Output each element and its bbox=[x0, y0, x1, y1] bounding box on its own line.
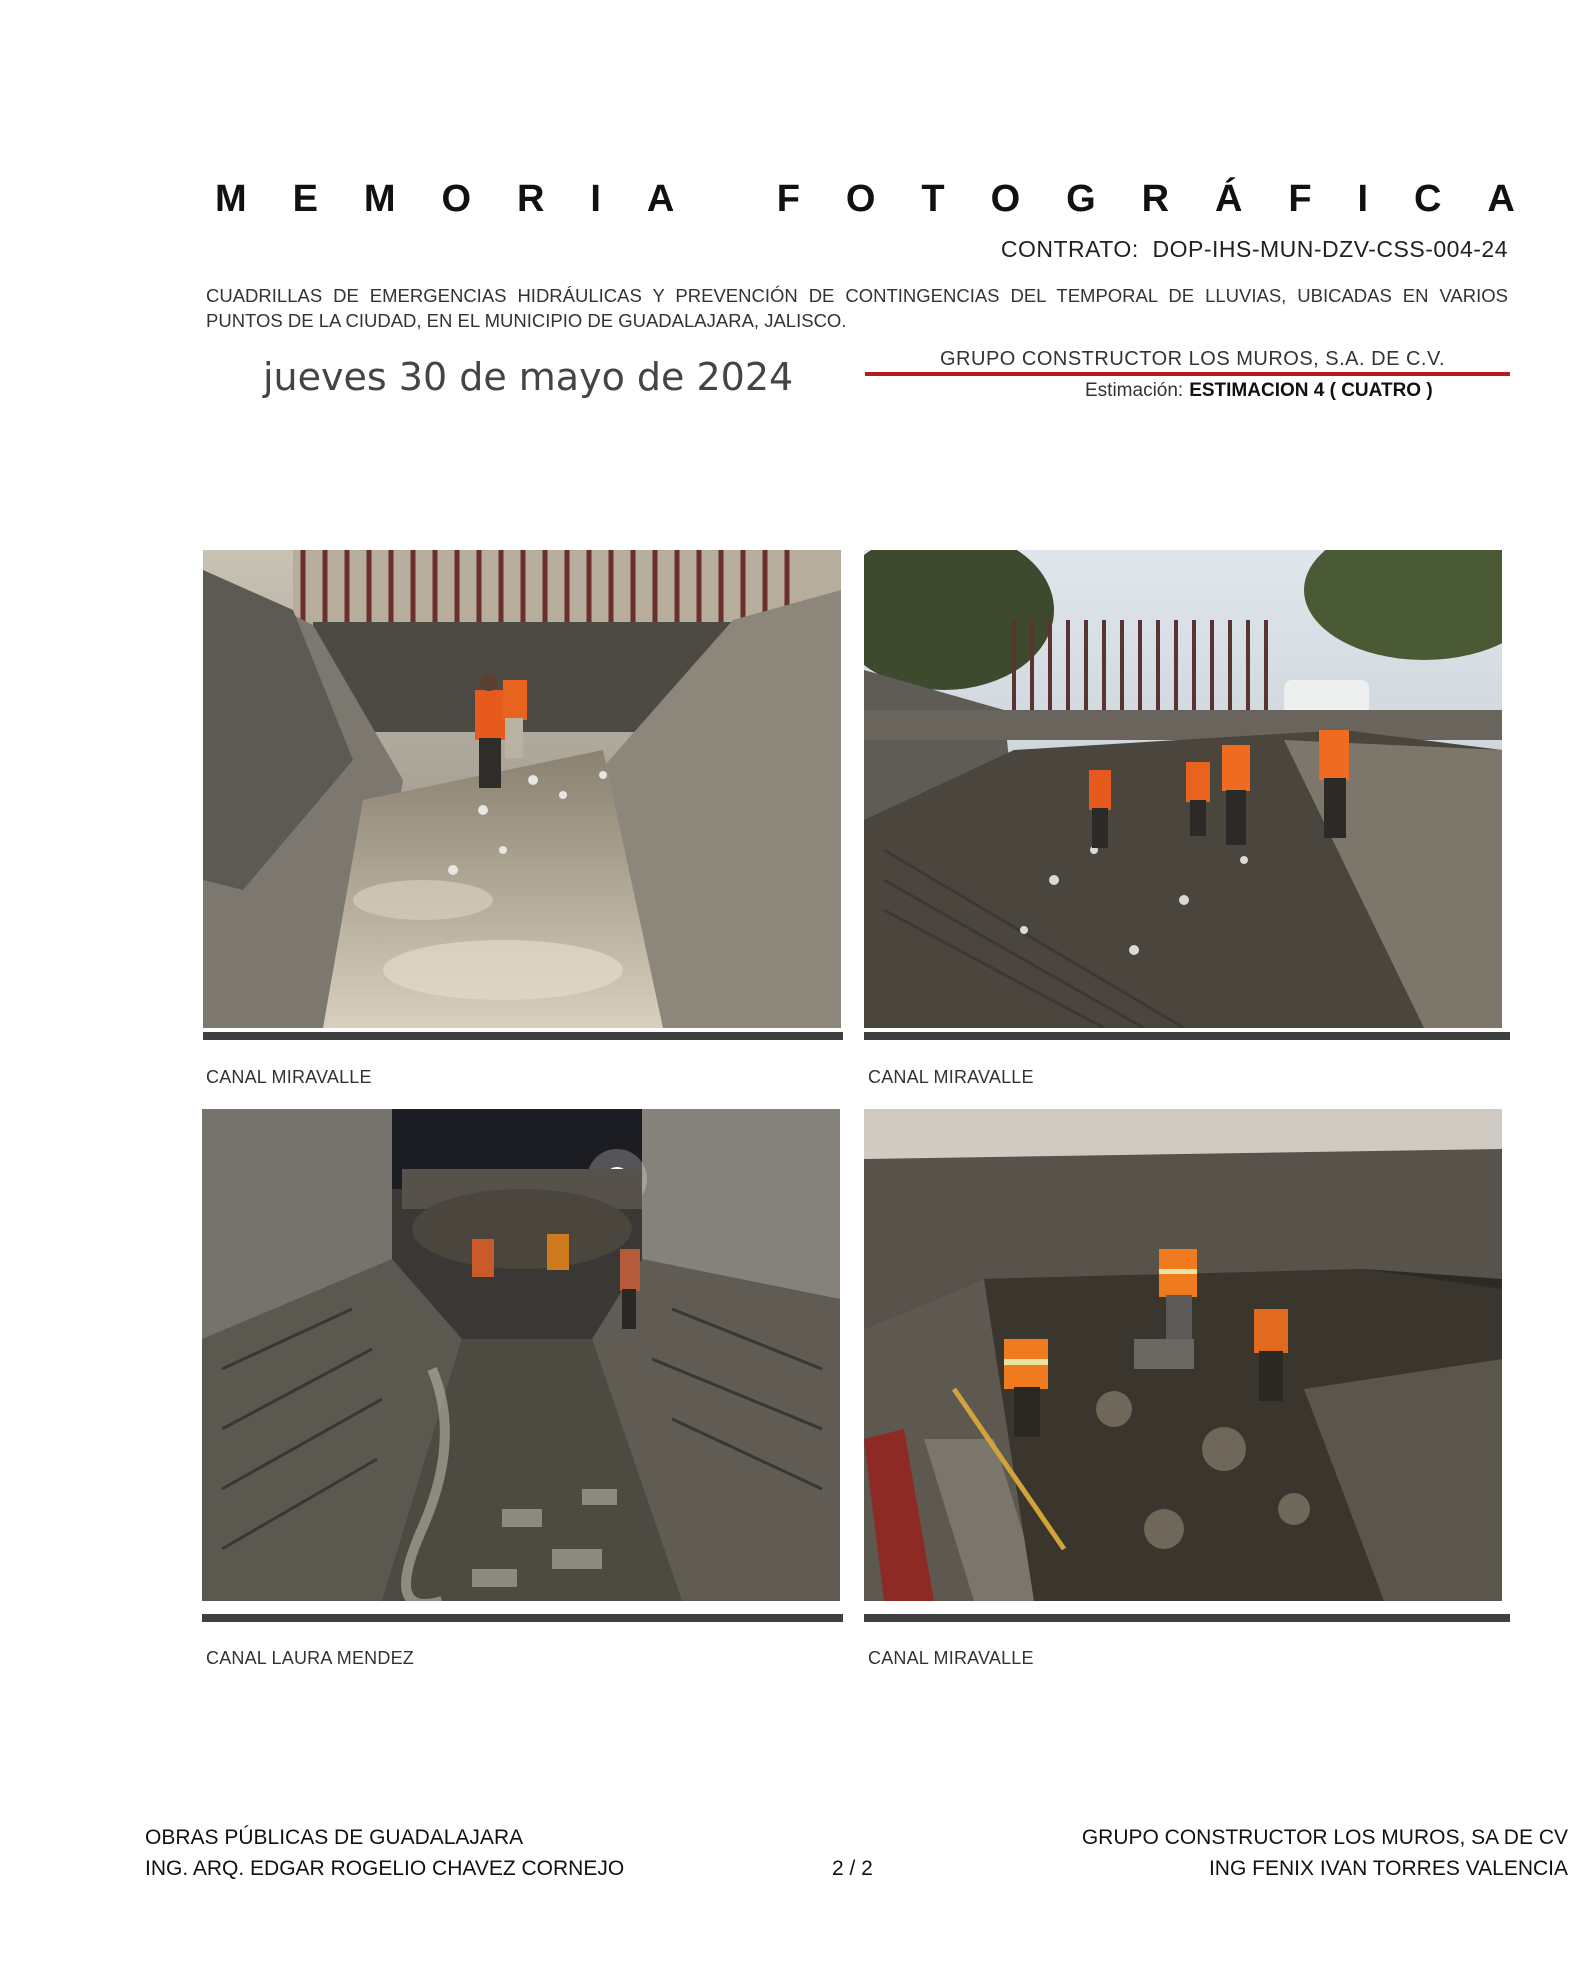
footer-right-line2: ING FENIX IVAN TORRES VALENCIA bbox=[1208, 1857, 1568, 1880]
title-letter: O bbox=[845, 178, 876, 220]
title-letter: I bbox=[590, 178, 601, 220]
title-letter: O bbox=[441, 178, 472, 220]
contract-line bbox=[1001, 236, 1508, 263]
title-space bbox=[720, 178, 731, 221]
photo-bar-4 bbox=[864, 1614, 1510, 1622]
report-date: jueves 30 de mayo de 2024 bbox=[263, 355, 794, 399]
photo-bar-1 bbox=[203, 1032, 843, 1040]
footer-right bbox=[1082, 1822, 1568, 1884]
header-divider bbox=[865, 372, 1510, 376]
title-letter: C bbox=[1414, 178, 1442, 220]
contract-label: CONTRATO: bbox=[1000, 236, 1139, 262]
footer-left bbox=[145, 1822, 624, 1884]
title-letter: O bbox=[990, 178, 1021, 220]
photo-canal-3 bbox=[202, 1109, 840, 1601]
photo-caption-2: CANAL MIRAVALLE bbox=[868, 1067, 1034, 1087]
title-letter: R bbox=[1141, 178, 1170, 220]
title-letter: G bbox=[1066, 178, 1096, 220]
photo-canal-2 bbox=[864, 550, 1502, 1028]
estimation-line bbox=[1085, 380, 1433, 402]
title-letter: T bbox=[921, 178, 945, 220]
title-letter: M bbox=[363, 178, 396, 220]
title-letter: I bbox=[1357, 178, 1369, 220]
photo-canal-1 bbox=[203, 550, 841, 1028]
company-name: GRUPO CONSTRUCTOR LOS MUROS, S.A. DE C.V. bbox=[940, 348, 1446, 370]
photo-bar-3 bbox=[202, 1614, 843, 1622]
photo-caption-3: CANAL LAURA MENDEZ bbox=[206, 1648, 414, 1668]
estimation-value: ESTIMACION 4 ( CUATRO ) bbox=[1189, 380, 1433, 401]
photo-caption-1: CANAL MIRAVALLE bbox=[206, 1067, 372, 1087]
title-letter: R bbox=[516, 178, 545, 220]
footer-right-line1: GRUPO CONSTRUCTOR LOS MUROS, SA DE CV bbox=[1081, 1826, 1568, 1849]
title-letter: A bbox=[646, 178, 675, 220]
footer-left-line2: ING. ARQ. EDGAR ROGELIO CHAVEZ CORNEJO bbox=[145, 1857, 625, 1880]
photo-canal-4 bbox=[864, 1109, 1502, 1601]
title-letter: A bbox=[1487, 178, 1515, 220]
photo-caption-4: CANAL MIRAVALLE bbox=[868, 1648, 1034, 1668]
footer-left-line1: OBRAS PÚBLICAS DE GUADALAJARA bbox=[145, 1826, 524, 1849]
title-letter: F bbox=[776, 178, 800, 220]
title-letter: M bbox=[215, 178, 247, 220]
page-number: 2 / 2 bbox=[832, 1857, 873, 1880]
project-description: CUADRILLAS DE EMERGENCIAS HIDRÁULICAS Y PREVENCIÓN DE CONTINGENCIAS DEL TEMPORAL DE LLUVIAS, UBICADAS EN VARIOS PUNTOS DE LA CIUDAD, EN EL MUNICIPIO DE GUADALAJARA, JALISCO. bbox=[206, 285, 1508, 331]
title-letter: F bbox=[1288, 178, 1312, 220]
estimation-label: Estimación: bbox=[1085, 380, 1184, 401]
page-title bbox=[215, 178, 1515, 221]
contract-number: DOP-IHS-MUN-DZV-CSS-004-24 bbox=[1152, 236, 1508, 262]
title-letter: Á bbox=[1214, 178, 1243, 220]
photo-bar-2 bbox=[864, 1032, 1510, 1040]
title-letter: E bbox=[292, 178, 318, 220]
